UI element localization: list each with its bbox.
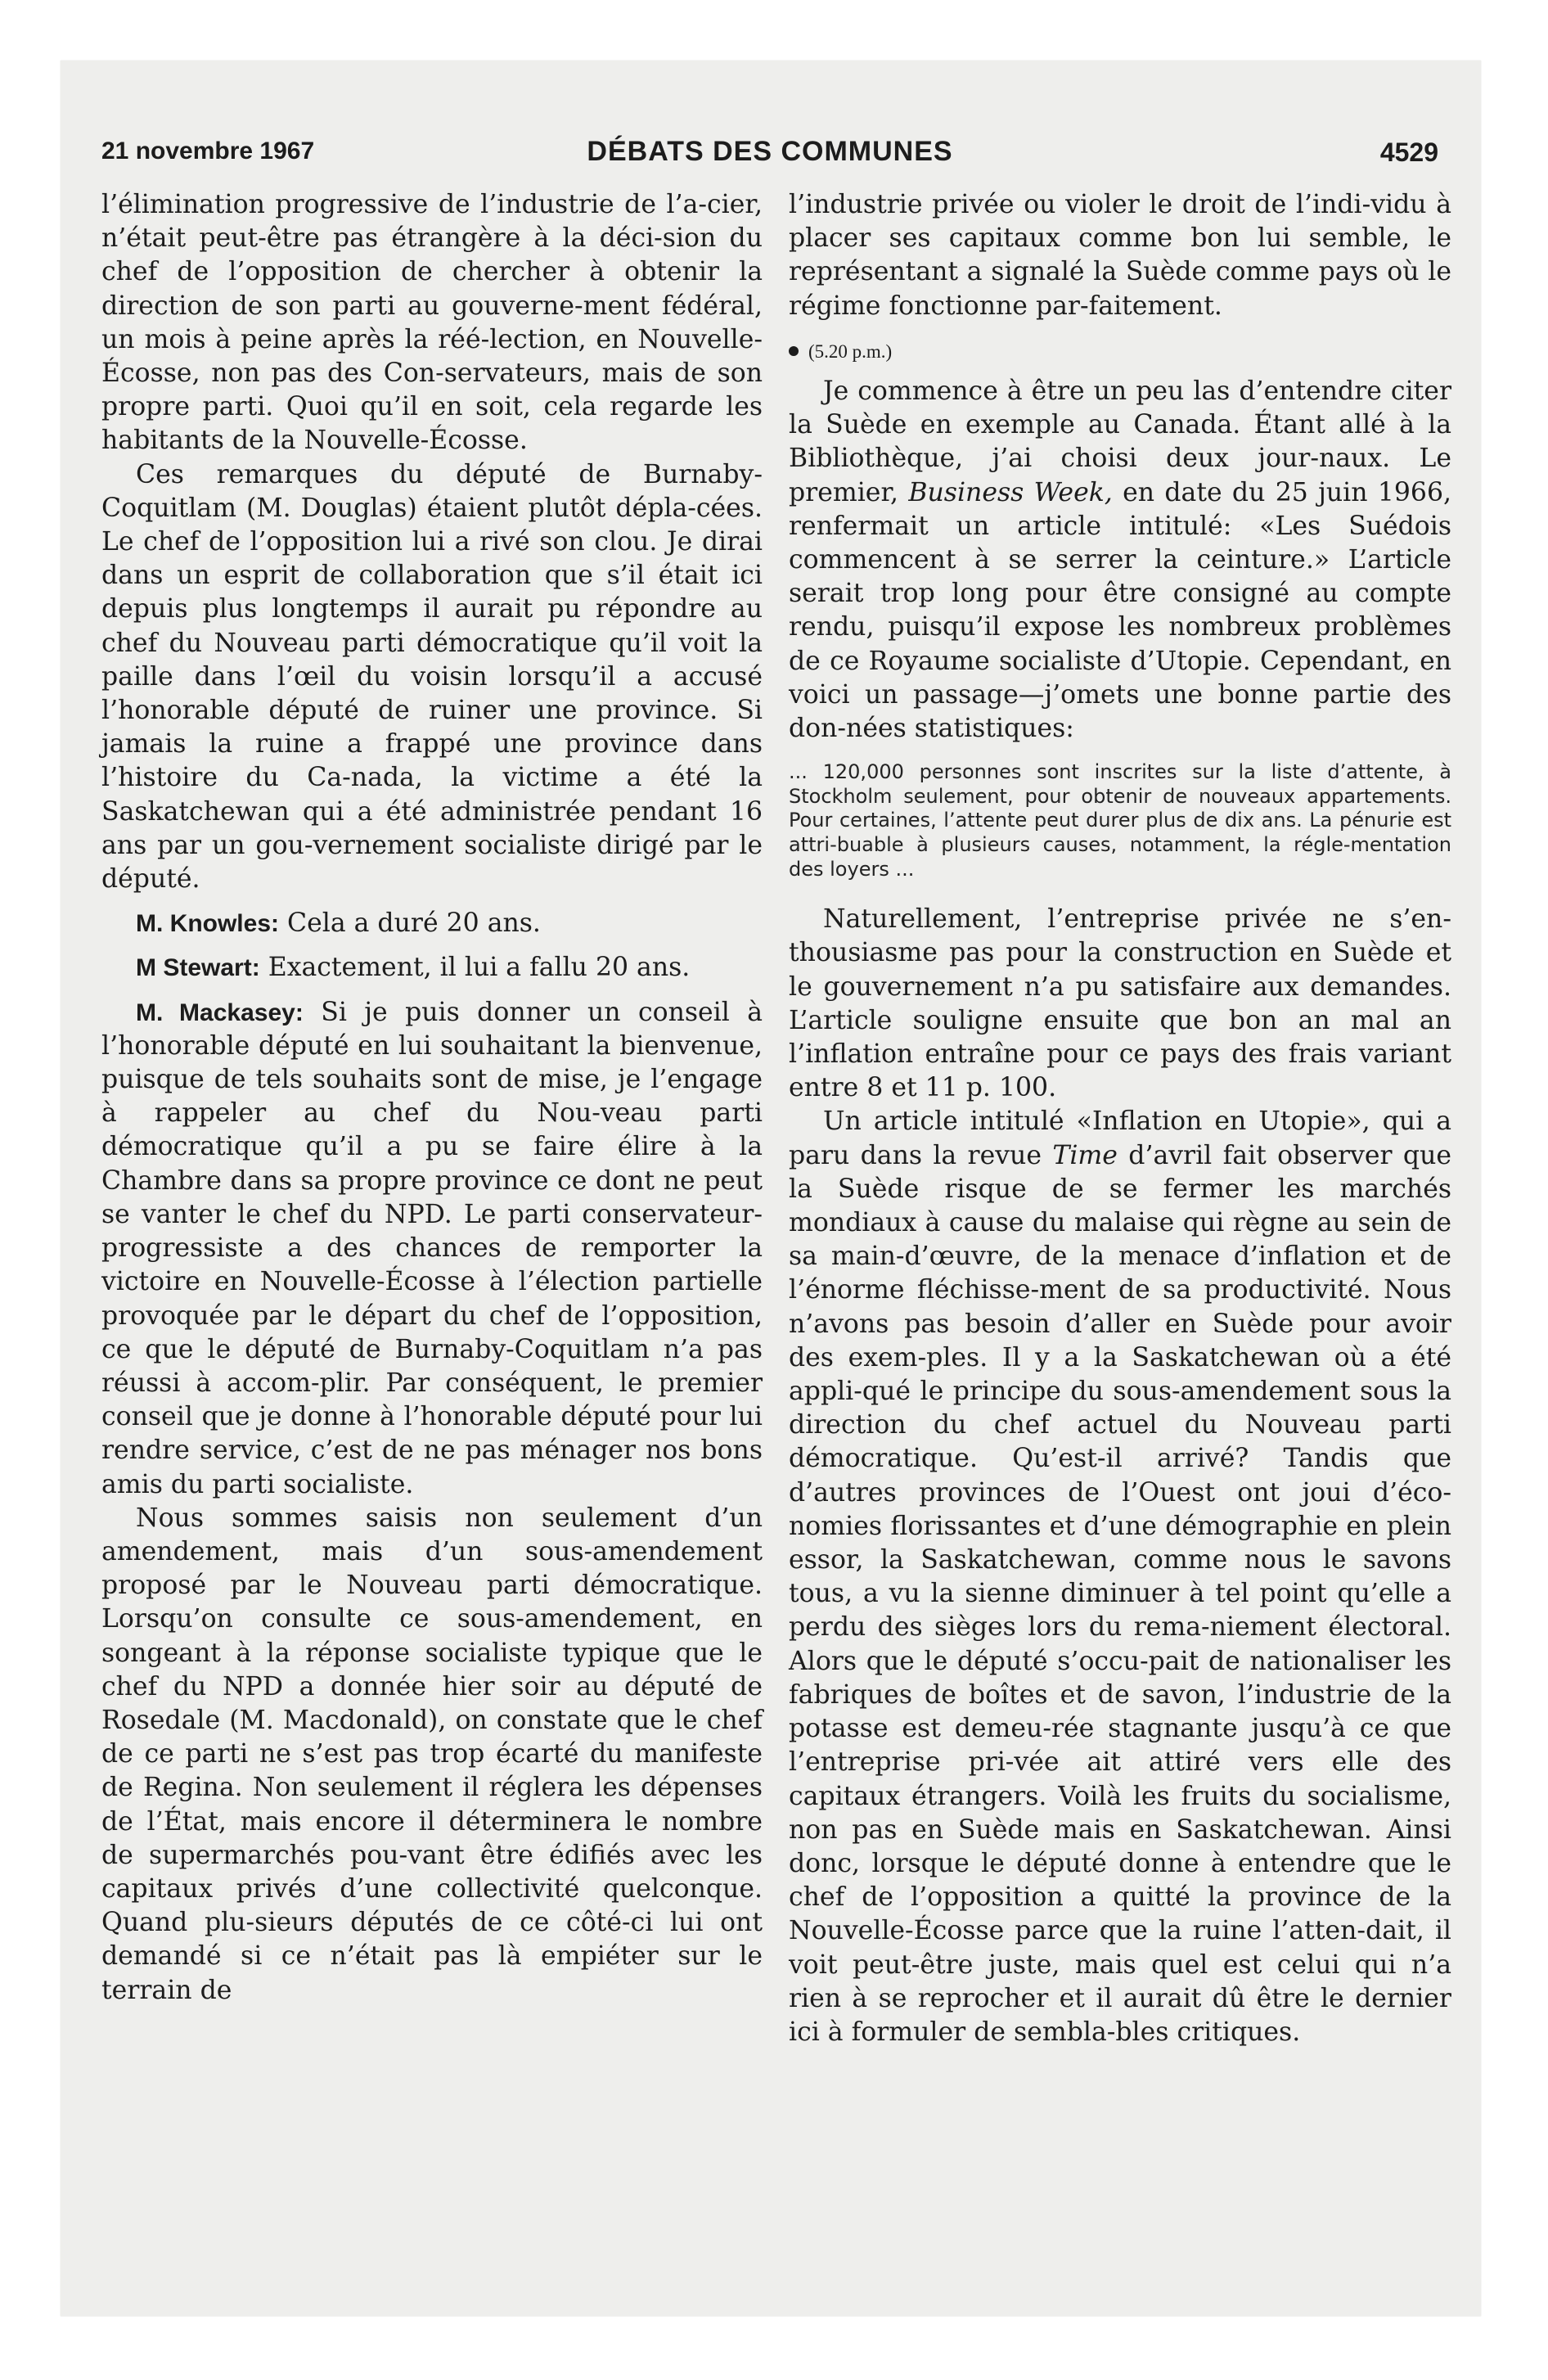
- timestamp: [789, 335, 1451, 368]
- bullet-icon: [789, 346, 799, 356]
- speaker-name: M. Mackasey:: [136, 998, 304, 1026]
- publication-title: Time: [1052, 1140, 1118, 1170]
- header-date: 21 novembre 1967: [101, 137, 315, 165]
- paragraph: l’élimination progressive de l’industrie de l’a-cier, n’était peut-être pas étrangère à la déci-sion du chef de l’opposition de chercher à obtenir la direction de son parti au gouverne-ment fédéral, un mois à peine après la réé-lection, en Nouvelle-Écosse, non pas des Con-servateurs, mais de son propre parti. Quoi qu’il en soit, cela regarde les habitants de la Nouvelle-Écosse.: [101, 190, 763, 456]
- paragraph: l’industrie privée ou violer le droit de l’indi-vidu à placer ses capitaux comme bon lui semble, le représentant a signalé la Suède comme pays où le régime fonctionne par-faitement.: [789, 190, 1451, 321]
- page-header: [101, 137, 1438, 177]
- speech-text: Si je puis donner un conseil à l’honorable député en lui souhaitant la bienvenue, puisque de tels souhaits sont de mise, je l’engage à rappeler au chef du Nou-veau parti démocratique qu’il a pu se faire élire à la Chambre dans sa propre province ce dont ne peut se vanter le chef du NPD. Le parti conservateur-progressiste a des chances de remporter la victoire en Nouvelle-Écosse à l’élection partielle provoquée par le départ du chef de l’opposition, ce que le député de Burnaby-Coquitlam n’a pas réussi à accom-plir. Par conséquent, le premier conseil que je donne à l’honorable député pour lui rendre service, c’est de ne pas ménager nos bons amis du parti socialiste.: [101, 997, 763, 1499]
- page-number: 4529: [1379, 137, 1438, 167]
- speech-text: Exactement, il lui a fallu 20 ans.: [268, 953, 691, 983]
- document-page: [61, 61, 1481, 2316]
- timestamp-text: (5.20 p.m.): [808, 340, 893, 362]
- paragraph: Naturellement, l’entreprise privée ne s’en-thousiasme pas pour la construction en Suède et le gouvernement n’a pu satisfaire aux demandes. L’article souligne ensuite que bon an mal an l’inflation entraîne pour ce pays des frais variant entre 8 et 11 p. 100.: [789, 904, 1451, 1103]
- speech-text: Cela a duré 20 ans.: [287, 908, 541, 939]
- publication-title: Business Week,: [908, 477, 1113, 507]
- left-column: [101, 188, 763, 2008]
- speech: [101, 996, 763, 1502]
- block-quote: ... 120,000 personnes sont inscrites sur la liste d’attente, à Stockholm seulement, pour obtenir de nouveaux appartements. Pour certaines, l’attente peut durer plus de dix ans. La pénurie est attri-buable à plusieurs causes, notamment, la régle-mentation des loyers ...: [789, 760, 1451, 881]
- paragraph-text: Un article intitulé «Inflation en Utopie», qui a paru dans la revue: [789, 1107, 1451, 1170]
- paragraph: Ces remarques du député de Burnaby-Coquitlam (M. Douglas) étaient plutôt dépla-cées. Le chef de l’opposition lui a rivé son clou. Je dirai dans un esprit de collaboration que s’il était ici depuis plus longtemps il aurait pu répondre au chef du Nouveau parti démocratique qu’il voit la paille dans l’œil du voisin lorsqu’il a accusé l’honorable député de ruiner une province. Si jamais la ruine a frappé une province dans l’histoire du Ca-nada, la victime a été la Saskatchewan qui a été administrée pendant 16 ans par un gou-vernement socialiste dirigé par le député.: [101, 459, 763, 895]
- paragraph: [789, 1105, 1451, 2049]
- right-column: [789, 188, 1451, 2049]
- paragraph: Nous sommes saisis non seulement d’un amendement, mais d’un sous-amendement proposé par le Nouveau parti démocratique. Lorsqu’on consulte ce sous-amendement, en songeant à la réponse socialiste typique que le chef du NPD a donnée hier soir au député de Rosedale (M. Macdonald), on constate que le chef de ce parti ne s’est pas trop écarté du manifeste de Regina. Non seulement il réglera les dépenses de l’État, mais encore il déterminera le nombre de supermarchés pou-vant être édifiés avec les capitaux privés d’une collectivité quelconque. Quand plu-sieurs députés de ce côté-ci lui ont demandé si ce n’était pas là empiéter sur le terrain de: [101, 1503, 763, 2005]
- paragraph-text: d’avril fait observer que la Suède risque de se fermer les marchés mondiaux à cause du malaise qui règne au sein de sa main-d’œuvre, de la menace d’inflation et de l’énorme fléchisse-ment de sa productivité. Nous n’avons pas besoin d’aller en Suède pour avoir des exem-ples. Il y a la Saskatchewan où a été appli-qué le principe du sous-amendement sous la direction du chef actuel du Nouveau parti démocratique. Qu’est-il arrivé? Tandis que d’autres provinces de l’Ouest ont joui d’éco-nomies florissantes et d’une démographie en plein essor, la Saskatchewan, comme nous le savons tous, a vu la sienne diminuer à tel point qu’elle a perdu des sièges lors du rema-niement électoral. Alors que le député s’occu-pait de nationaliser les fabriques de boîtes et de savon, l’industrie de la potasse est demeu-rée stagnante jusqu’à ce que l’entreprise pri-vée ait attiré vers elle des capitaux étrangers. Voilà les fruits du socialisme, non pas en Suède mais en Saskatchewan. Ainsi donc, lorsque le député donne à entendre que le chef de l’opposition a quitté la province de la Nouvelle-Écosse parce que la ruine l’atten-dait, il voit peut-être juste, mais quel est celui qui n’a rien à se reprocher et il aurait dû être le dernier ici à formuler de sembla-bles critiques.: [789, 1140, 1451, 2047]
- speech: [101, 951, 763, 985]
- speech: [101, 907, 763, 940]
- paragraph: [789, 375, 1451, 746]
- speaker-name: M. Knowles:: [136, 910, 280, 938]
- paragraph-text: Je commence à être un peu las d’entendre citer la Suède en exemple au Canada. Étant allé à la Bibliothèque, j’ai choisi deux jour-naux. Le premier,: [789, 376, 1451, 507]
- header-title: DÉBATS DES COMMUNES: [587, 136, 953, 167]
- paragraph-text: en date du 25 juin 1966, renfermait un article intitulé: «Les Suédois commencent à se serrer la ceinture.» L’article serait trop long pour être consigné au compte rendu, puisqu’il expose les nombreux problèmes de ce Royaume socialiste d’Utopie. Cependant, en voici un passage—j’omets une bonne partie des don-nées statistiques:: [789, 477, 1452, 744]
- speaker-name: M Stewart:: [136, 954, 260, 982]
